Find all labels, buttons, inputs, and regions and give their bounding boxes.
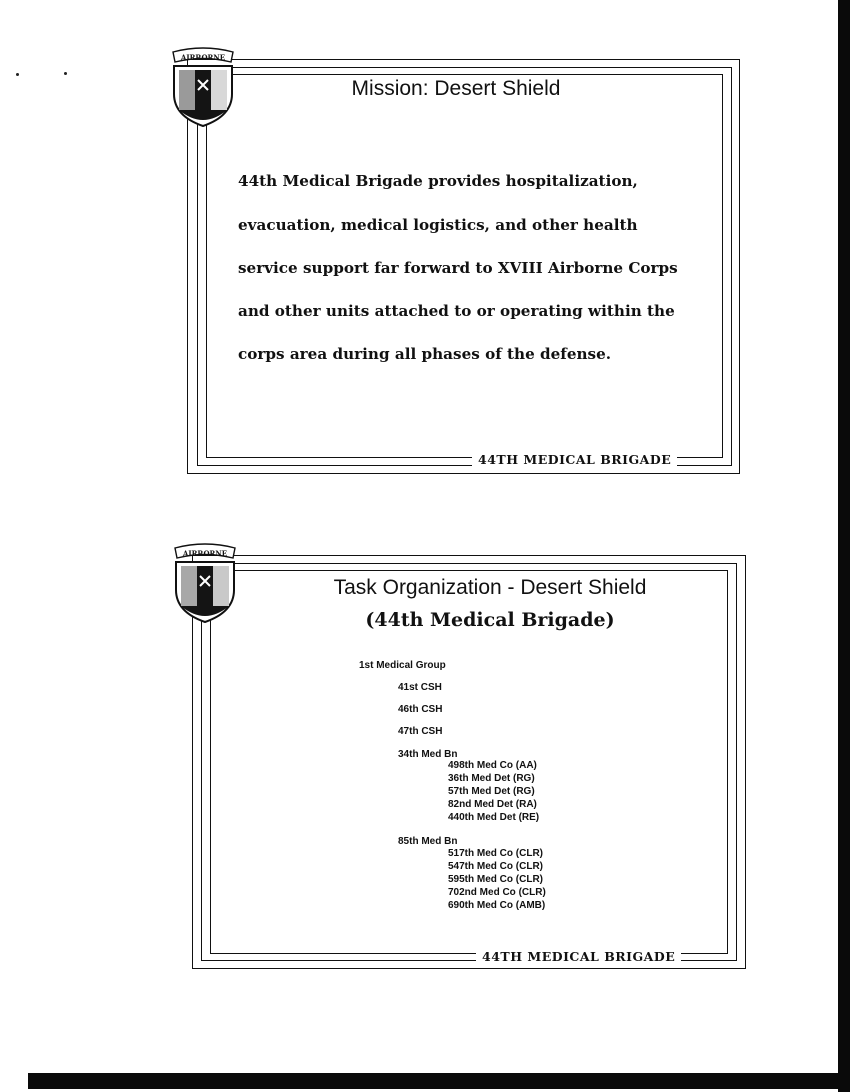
badge-text: AIRBORNE	[182, 549, 228, 558]
org-subunit: 498th Med Co (AA)	[448, 760, 537, 771]
org-unit: 46th CSH	[398, 704, 443, 715]
body-line: and other units attached to or operating within the	[238, 302, 675, 320]
slide-subtitle: (44th Medical Brigade)	[365, 609, 615, 631]
org-group: 1st Medical Group	[359, 660, 446, 671]
slide-title: Mission: Desert Shield	[351, 77, 561, 100]
org-battalion: 34th Med Bn	[398, 749, 458, 760]
org-subunit: 702nd Med Co (CLR)	[448, 887, 546, 898]
org-unit: 47th CSH	[398, 726, 443, 737]
org-subunit: 517th Med Co (CLR)	[448, 848, 543, 859]
org-battalion: 85th Med Bn	[398, 836, 458, 847]
footer-label: 44TH MEDICAL BRIGADE	[476, 949, 681, 964]
slide-title: Task Organization - Desert Shield	[333, 576, 647, 599]
badge-text: AIRBORNE	[180, 53, 226, 62]
org-subunit: 690th Med Co (AMB)	[448, 900, 546, 911]
scan-edge-bottom	[28, 1073, 850, 1089]
org-unit: 41st CSH	[398, 682, 442, 693]
org-subunit: 82nd Med Det (RA)	[448, 799, 537, 810]
body-line: service support far forward to XVIII Airborne Corps	[238, 259, 678, 277]
org-subunit: 440th Med Det (RE)	[448, 812, 540, 823]
footer-label: 44TH MEDICAL BRIGADE	[472, 452, 677, 467]
org-subunit: 595th Med Co (CLR)	[448, 874, 543, 885]
org-subunit: 57th Med Det (RG)	[448, 786, 535, 797]
body-line: 44th Medical Brigade provides hospitalization,	[238, 172, 638, 190]
org-subunit: 547th Med Co (CLR)	[448, 861, 543, 872]
body-line: evacuation, medical logistics, and other health	[238, 216, 638, 234]
org-subunit: 36th Med Det (RG)	[448, 773, 535, 784]
body-line: corps area during all phases of the defense.	[238, 345, 612, 363]
